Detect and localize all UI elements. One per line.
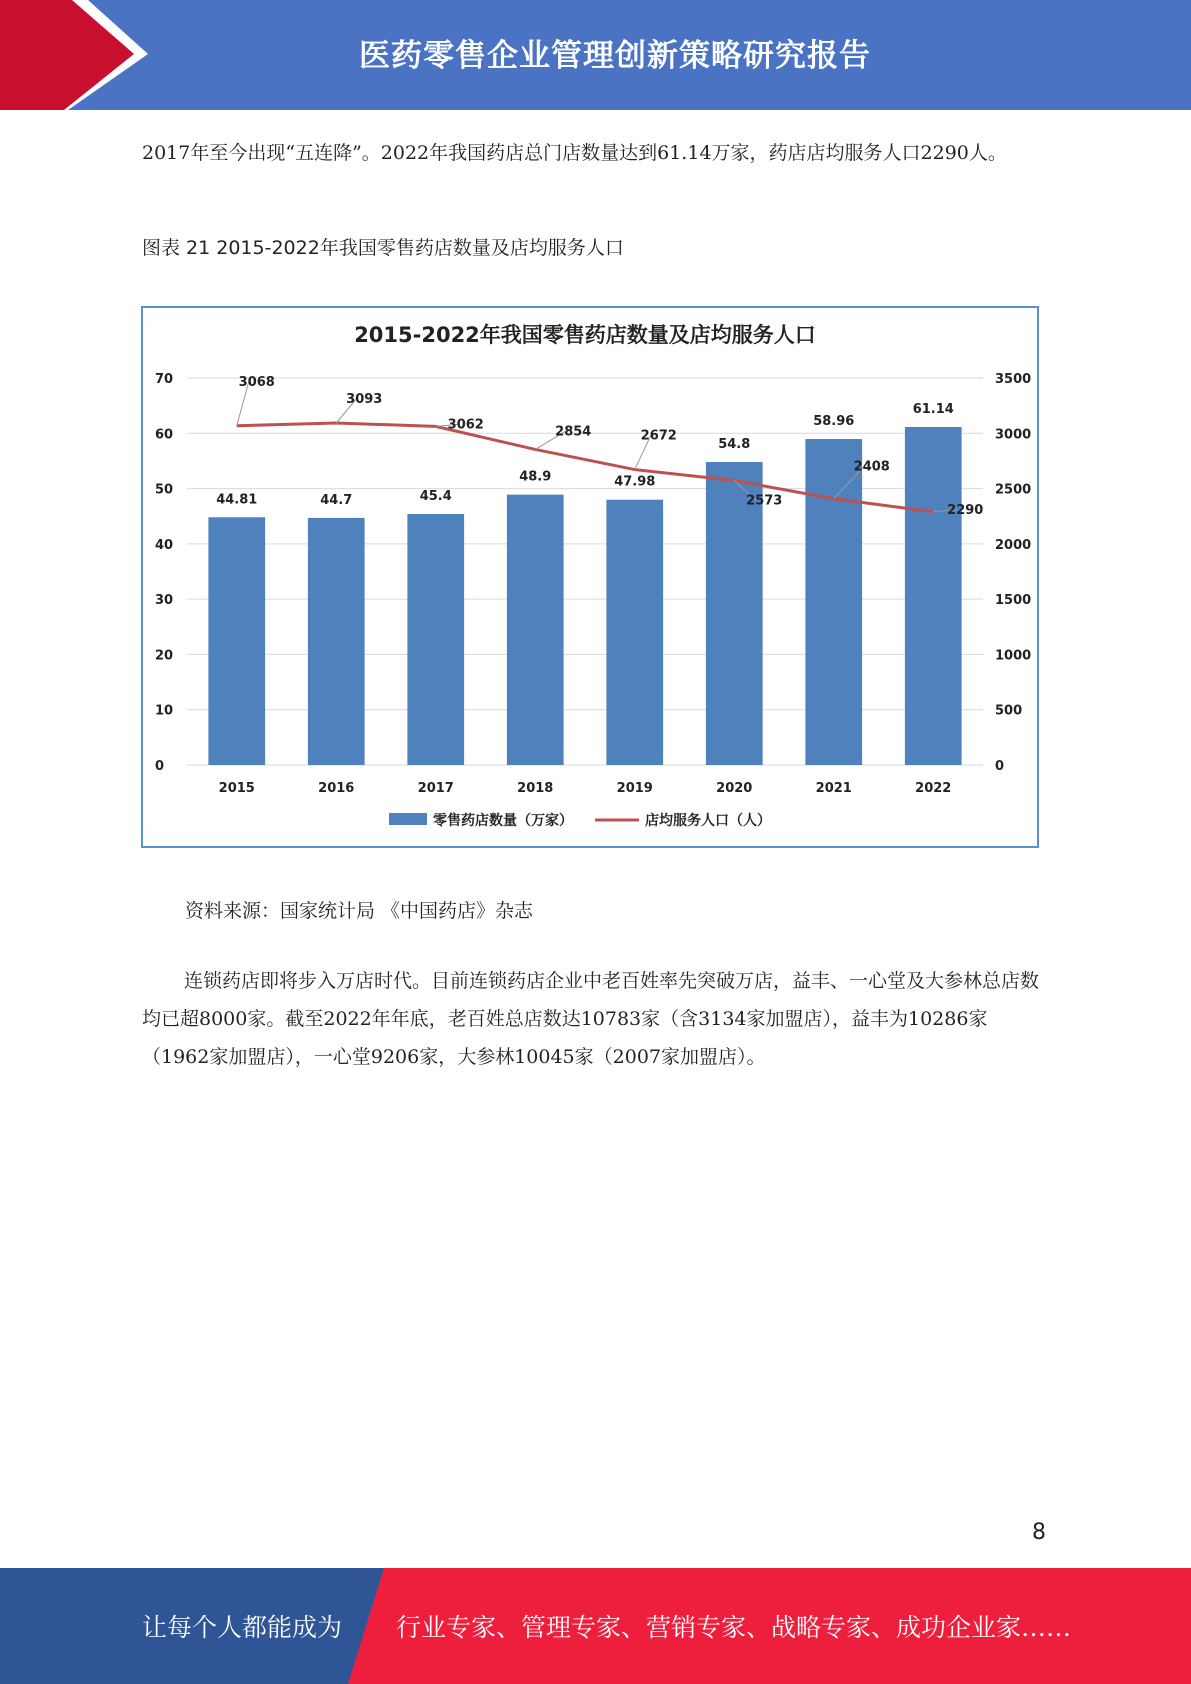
footer-slogan-left: 让每个人都能成为 <box>142 1613 343 1642</box>
y-right-tick-label: 2000 <box>995 537 1032 553</box>
bar <box>208 517 265 765</box>
line-data-label: 2854 <box>555 424 592 440</box>
y-left-tick-label: 40 <box>155 537 174 553</box>
x-tick-label: 2017 <box>417 781 454 796</box>
line-data-label: 3062 <box>447 417 484 433</box>
y-left-tick-label: 60 <box>155 427 174 443</box>
y-left-tick-label: 70 <box>155 372 174 387</box>
footer-banner <box>0 1568 1191 1684</box>
line-data-label: 3068 <box>238 374 275 390</box>
line-data-label: 2573 <box>746 493 783 509</box>
y-right-tick-label: 2500 <box>995 482 1032 498</box>
chart-container <box>141 306 1039 848</box>
page-header-title: 医药零售企业管理创新策略研究报告 <box>359 37 871 74</box>
line-data-label: 2290 <box>947 502 984 518</box>
paragraph-chains: 连锁药店即将步入万店时代。目前连锁药店企业中老百姓率先突破万店，益丰、一心堂及大参林总店数均已超8000家。截至2022年年底，老百姓总店数达10783家（含3134家加盟店），益丰为10286家（1962家加盟店），一心堂9206家，大参林10045家（2007家加盟店）。 <box>142 970 1040 1068</box>
x-tick-label: 2015 <box>218 781 255 796</box>
y-left-tick-label: 50 <box>155 482 174 498</box>
bar <box>805 439 862 765</box>
x-tick-label: 2019 <box>616 781 653 796</box>
x-tick-label: 2018 <box>517 781 554 796</box>
bar-data-label: 54.8 <box>718 437 751 453</box>
bar-data-label: 58.96 <box>813 414 855 430</box>
bar-line-chart <box>143 308 1037 846</box>
y-right-tick-label: 500 <box>995 703 1023 719</box>
legend-swatch-bars <box>389 813 427 825</box>
footer-slogan-right: 行业专家、管理专家、营销专家、战略专家、成功企业家…… <box>396 1613 1072 1642</box>
bar <box>407 514 464 765</box>
line-data-label: 2408 <box>853 459 890 475</box>
bar <box>905 427 962 765</box>
bar-data-label: 48.9 <box>519 469 552 485</box>
y-right-tick-label: 3500 <box>995 372 1032 387</box>
bar-data-label: 44.81 <box>216 492 258 508</box>
legend-label-line: 店均服务人口（人） <box>645 813 771 829</box>
x-tick-label: 2022 <box>915 781 952 796</box>
bar-data-label: 45.4 <box>419 489 452 505</box>
page-number: 8 <box>1032 1520 1046 1545</box>
y-right-tick-label: 0 <box>995 759 1005 774</box>
y-right-tick-label: 3000 <box>995 427 1032 443</box>
bar-data-label: 44.7 <box>320 492 353 508</box>
figure-source: 资料来源：国家统计局 《中国药店》杂志 <box>185 900 534 922</box>
chart-title: 2015-2022年我国零售药店数量及店均服务人口 <box>354 323 816 347</box>
figure-caption: 图表 21 2015-2022年我国零售药店数量及店均服务人口 <box>142 237 624 259</box>
line-data-label: 2672 <box>640 428 677 444</box>
line-data-label: 3093 <box>346 392 383 408</box>
legend-label-bars: 零售药店数量（万家） <box>433 813 573 829</box>
y-right-tick-label: 1500 <box>995 593 1032 609</box>
y-left-tick-label: 10 <box>155 703 174 719</box>
bar-data-label: 61.14 <box>912 401 954 417</box>
bar <box>308 518 365 765</box>
bar-data-label: 47.98 <box>614 474 656 490</box>
paragraph-intro: 2017年至今出现“五连降”。2022年我国药店总门店数量达到61.14万家，药店店均服务人口2290人。 <box>142 142 1007 164</box>
y-left-tick-label: 30 <box>155 593 174 609</box>
x-tick-label: 2016 <box>318 781 355 796</box>
y-left-tick-label: 20 <box>155 648 174 664</box>
bar <box>606 500 663 765</box>
x-tick-label: 2021 <box>815 781 852 796</box>
header-banner <box>0 0 1191 110</box>
x-tick-label: 2020 <box>716 781 753 796</box>
y-right-tick-label: 1000 <box>995 648 1032 664</box>
bar <box>507 495 564 765</box>
y-left-tick-label: 0 <box>155 759 165 774</box>
